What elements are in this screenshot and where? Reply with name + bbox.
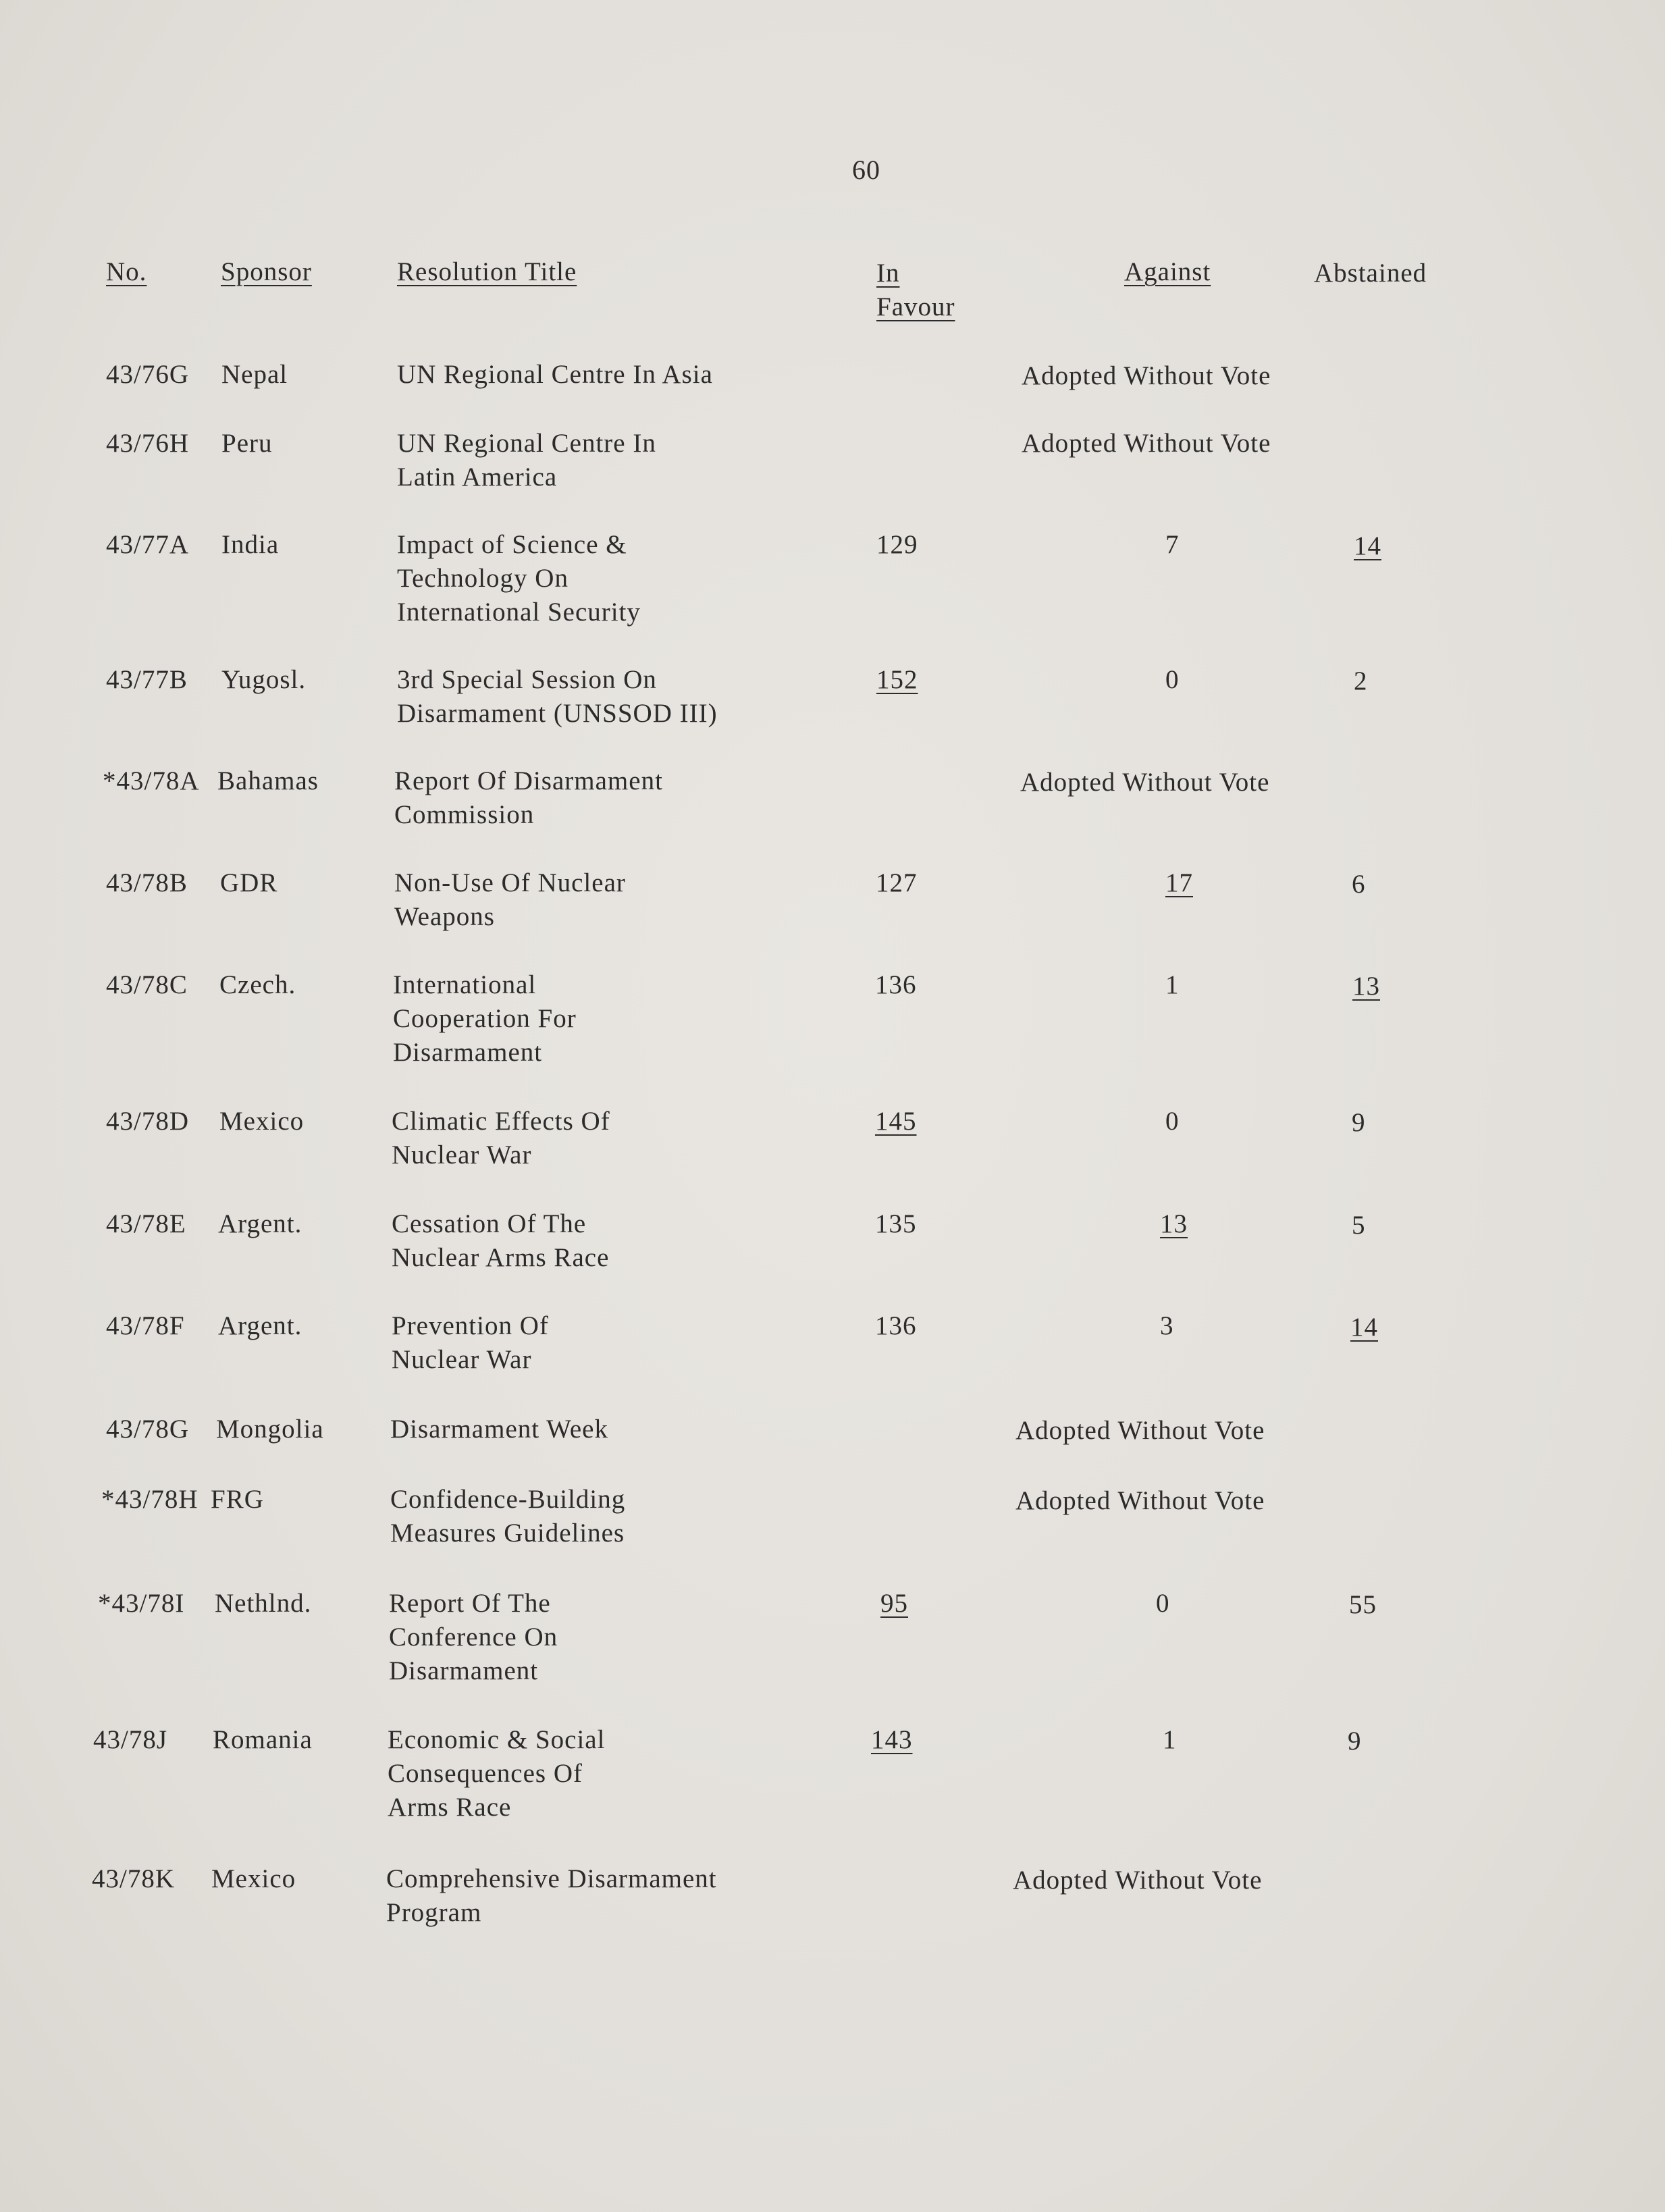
row-abstained: 14 — [1350, 1313, 1378, 1342]
title-line: Latin America — [397, 463, 558, 492]
row-title — [390, 1483, 625, 1550]
title-line: Program — [386, 1898, 482, 1927]
row-no: 43/76H — [106, 429, 189, 458]
row-in-favour: 136 — [875, 970, 917, 999]
header-in-favour-line2: Favour — [876, 292, 955, 321]
title-line: Disarmament — [389, 1656, 539, 1685]
header-in-favour — [876, 257, 955, 324]
header-in-favour-line1: In — [876, 259, 900, 288]
row-no: 43/76G — [106, 360, 189, 389]
row-title — [392, 1105, 610, 1172]
row-title — [397, 427, 656, 494]
row-abstained: 55 — [1349, 1590, 1377, 1619]
row-sponsor: GDR — [220, 868, 278, 897]
row-title — [397, 358, 713, 392]
title-line: Nuclear War — [392, 1345, 532, 1374]
title-line: International Security — [397, 598, 641, 627]
row-no: *43/78I — [98, 1589, 185, 1618]
title-line: Consequences Of — [388, 1759, 583, 1788]
row-no: *43/78H — [101, 1485, 199, 1514]
title-line: Economic & Social — [388, 1725, 606, 1754]
row-no: 43/78K — [92, 1864, 175, 1893]
row-no: 43/77A — [106, 530, 189, 559]
row-sponsor: Mexico — [211, 1864, 296, 1893]
title-line: UN Regional Centre In — [397, 429, 656, 458]
row-sponsor: Yugosl. — [221, 665, 307, 694]
row-adopted-status: Adopted Without Vote — [1022, 429, 1271, 458]
header-sponsor: Sponsor — [221, 257, 312, 286]
row-against: 0 — [1165, 665, 1180, 694]
row-title — [386, 1862, 717, 1930]
row-against: 1 — [1165, 970, 1180, 999]
title-line: Weapons — [394, 902, 495, 931]
row-abstained: 5 — [1352, 1211, 1366, 1240]
title-line: Cessation Of The — [392, 1209, 587, 1238]
row-sponsor: Romania — [213, 1725, 313, 1754]
title-line: Nuclear Arms Race — [392, 1243, 610, 1272]
row-title — [392, 1207, 609, 1275]
title-line: Comprehensive Disarmament — [386, 1864, 717, 1893]
row-title — [390, 1413, 608, 1446]
title-line: Report Of The — [389, 1589, 551, 1618]
row-in-favour: 143 — [871, 1725, 913, 1754]
row-no: 43/78J — [93, 1725, 168, 1754]
row-against: 17 — [1165, 868, 1193, 897]
row-adopted-status: Adopted Without Vote — [1015, 1486, 1265, 1515]
page-number: 60 — [852, 155, 880, 185]
row-sponsor: Bahamas — [217, 766, 319, 795]
title-line: Disarmament — [393, 1038, 543, 1067]
row-sponsor: Mongolia — [216, 1415, 324, 1444]
header-abstained: Abstained — [1314, 259, 1427, 288]
row-sponsor: India — [221, 530, 280, 559]
row-in-favour: 127 — [876, 868, 918, 897]
row-title — [393, 968, 577, 1070]
title-line: 3rd Special Session On — [397, 665, 657, 694]
row-no: 43/78C — [106, 970, 188, 999]
row-abstained: 9 — [1348, 1727, 1362, 1756]
row-title — [392, 1309, 549, 1377]
title-line: Technology On — [397, 564, 569, 593]
row-no: 43/78B — [106, 868, 188, 897]
row-sponsor: Nethlnd. — [215, 1589, 312, 1618]
title-line: International — [393, 970, 537, 999]
title-line: Conference On — [389, 1623, 558, 1652]
row-sponsor: Nepal — [221, 360, 288, 389]
header-resolution-title: Resolution Title — [397, 257, 577, 286]
title-line: Nuclear War — [392, 1140, 532, 1169]
row-sponsor: Argent. — [218, 1311, 302, 1340]
row-adopted-status: Adopted Without Vote — [1020, 768, 1270, 797]
title-line: UN Regional Centre In Asia — [397, 360, 713, 389]
row-sponsor: Argent. — [218, 1209, 302, 1238]
row-against: 3 — [1160, 1311, 1174, 1340]
row-against: 0 — [1165, 1107, 1180, 1136]
row-in-favour: 135 — [875, 1209, 917, 1238]
title-line: Confidence-Building — [390, 1485, 626, 1514]
title-line: Arms Race — [388, 1793, 512, 1822]
title-line: Climatic Effects Of — [392, 1107, 610, 1136]
row-sponsor: Mexico — [219, 1107, 305, 1136]
title-line: Disarmament Week — [390, 1415, 608, 1444]
row-in-favour: 136 — [875, 1311, 917, 1340]
row-abstained: 2 — [1354, 666, 1368, 695]
row-adopted-status: Adopted Without Vote — [1015, 1416, 1265, 1445]
row-abstained: 14 — [1354, 531, 1381, 560]
row-title — [397, 528, 641, 629]
row-adopted-status: Adopted Without Vote — [1013, 1866, 1263, 1895]
row-sponsor: FRG — [211, 1485, 264, 1514]
row-sponsor: Czech. — [219, 970, 296, 999]
row-in-favour: 95 — [880, 1589, 908, 1618]
title-line: Report Of Disarmament — [394, 766, 663, 795]
row-abstained: 13 — [1352, 972, 1380, 1001]
row-abstained: 6 — [1352, 870, 1366, 899]
row-against: 7 — [1165, 530, 1180, 559]
row-no: 43/78G — [106, 1415, 189, 1444]
title-line: Commission — [394, 800, 535, 829]
row-no: *43/78A — [103, 766, 200, 795]
row-against: 0 — [1156, 1589, 1170, 1618]
row-against: 13 — [1160, 1209, 1188, 1238]
row-abstained: 9 — [1352, 1108, 1366, 1137]
row-in-favour: 129 — [876, 530, 918, 559]
row-in-favour: 145 — [875, 1107, 917, 1136]
row-adopted-status: Adopted Without Vote — [1022, 361, 1271, 390]
title-line: Cooperation For — [393, 1004, 577, 1033]
title-line: Measures Guidelines — [390, 1519, 625, 1548]
header-against: Against — [1124, 257, 1211, 286]
row-title — [394, 764, 663, 832]
row-in-favour: 152 — [876, 665, 918, 694]
row-against: 1 — [1163, 1725, 1177, 1754]
header-no: No. — [106, 257, 147, 286]
row-no: 43/78F — [106, 1311, 185, 1340]
title-line: Prevention Of — [392, 1311, 549, 1340]
row-title — [397, 663, 718, 731]
title-line: Non-Use Of Nuclear — [394, 868, 626, 897]
row-title — [389, 1587, 558, 1688]
row-sponsor: Peru — [221, 429, 273, 458]
row-no: 43/78E — [106, 1209, 186, 1238]
row-no: 43/77B — [106, 665, 188, 694]
title-line: Disarmament (UNSSOD III) — [397, 699, 718, 728]
row-no: 43/78D — [106, 1107, 189, 1136]
row-title — [394, 866, 626, 934]
title-line: Impact of Science & — [397, 530, 627, 559]
row-title — [388, 1723, 605, 1824]
